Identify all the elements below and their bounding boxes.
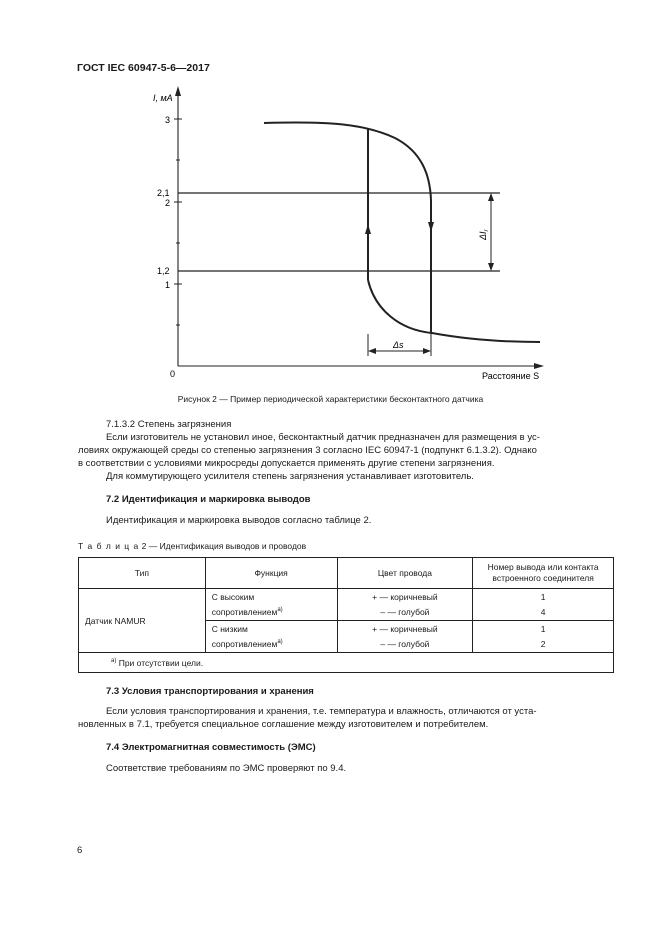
- pin-number-cell: 2: [473, 637, 614, 653]
- table-caption-prefix: Т а б л и ц а: [78, 541, 140, 551]
- function-low-cell: С низким сопротивлением$^{а)}$: [205, 621, 337, 653]
- wire-color-cell: – — голубой: [337, 605, 473, 621]
- wire-color-cell: – — голубой: [337, 637, 473, 653]
- y-axis-arrow: [175, 86, 181, 96]
- section-heading-7-2: 7.2 Идентификация и маркировка выводов: [106, 494, 311, 505]
- table-footnote-row: [79, 653, 614, 673]
- section-heading-7-4: 7.4 Электромагнитная совместимость (ЭМС): [106, 742, 316, 753]
- tick-label-1: 1: [165, 280, 171, 290]
- hysteresis-figure: [0, 0, 661, 400]
- delta-i-label: $\Delta I_r$: [478, 229, 490, 240]
- page-number: 6: [77, 845, 83, 856]
- paragraph-line: новленных в 7.1, требуется специальное соглашение между изготовителем и потребителем.: [78, 719, 489, 730]
- tick-label-2: 2: [165, 198, 171, 208]
- x-axis-arrow: [534, 363, 544, 369]
- pin-number-cell: 4: [473, 605, 614, 621]
- arrow-up: [365, 224, 371, 234]
- tick-label-1-2: 1,2: [157, 266, 170, 276]
- function-high-cell: С высоким сопротивлением$^{а)}$: [205, 589, 337, 621]
- table-row: [79, 589, 614, 605]
- table-caption: [78, 541, 306, 551]
- paragraph-line: в соответствии с условиями микросреды допускается применять другие степени загрязнения.: [78, 458, 495, 469]
- table-footnote: $^{а)}$ При отсутствии цели.: [79, 653, 614, 673]
- table-header-row: [79, 558, 614, 589]
- paragraph-line: Если условия транспортирования и хранения, т.е. температура и влажность, отличаются от уста-: [106, 706, 537, 717]
- document-header: ГОСТ IEC 60947-5-6—2017: [77, 62, 210, 74]
- tick-label-3: 3: [165, 115, 171, 125]
- section-heading-7-1-3-2: 7.1.3.2 Степень загрязнения: [106, 419, 232, 430]
- x-axis-label: Расстояние S: [482, 371, 540, 381]
- figure-caption: Рисунок 2 — Пример периодической характеристики бесконтактного датчика: [177, 394, 484, 404]
- wire-color-cell: + — коричневый: [337, 589, 473, 605]
- section-heading-7-3: 7.3 Условия транспортирования и хранения: [106, 686, 314, 697]
- section-7-4-text: Соответствие требованиям по ЭМС проверяют по 9.4.: [106, 763, 347, 774]
- paragraph-line: ловиях окружающей среды со степенью загрязнения 3 согласно IEC 60947-1 (подпункт 6.1.3.2). Однако: [78, 445, 537, 456]
- wire-color-cell: + — коричневый: [337, 621, 473, 637]
- delta-s-label: Δs: [393, 340, 404, 350]
- tick-label-2-1: 2,1: [157, 188, 170, 198]
- paragraph-line: Для коммутирующего усилителя степень загрязнения устанавливает изготовитель.: [106, 471, 474, 482]
- arrow-down: [428, 222, 434, 232]
- table-caption-text: 2 — Идентификация выводов и проводов: [139, 541, 307, 551]
- section-7-2-text: Идентификация и маркировка выводов согласно таблице 2.: [106, 515, 372, 526]
- pin-number-cell: 1: [473, 621, 614, 637]
- header-cell: Функция: [205, 558, 337, 589]
- header-cell: Тип: [79, 558, 206, 589]
- delta-i-subscript: r: [484, 229, 490, 232]
- y-axis-label: I, мА: [153, 93, 173, 103]
- pin-number-cell: 1: [473, 589, 614, 605]
- paragraph-line: Если изготовитель не установил иное, бесконтактный датчик предназначен для размещения в ус-: [106, 432, 540, 443]
- header-cell: Номер вывода или контакта встроенного соединителя: [473, 558, 614, 589]
- lower-curve: [368, 280, 540, 342]
- header-cell: Цвет провода: [337, 558, 473, 589]
- origin-label: 0: [170, 369, 176, 379]
- terminal-identification-table: [78, 557, 614, 673]
- upper-curve: [264, 122, 431, 200]
- sensor-type-cell: Датчик NAMUR: [79, 589, 206, 653]
